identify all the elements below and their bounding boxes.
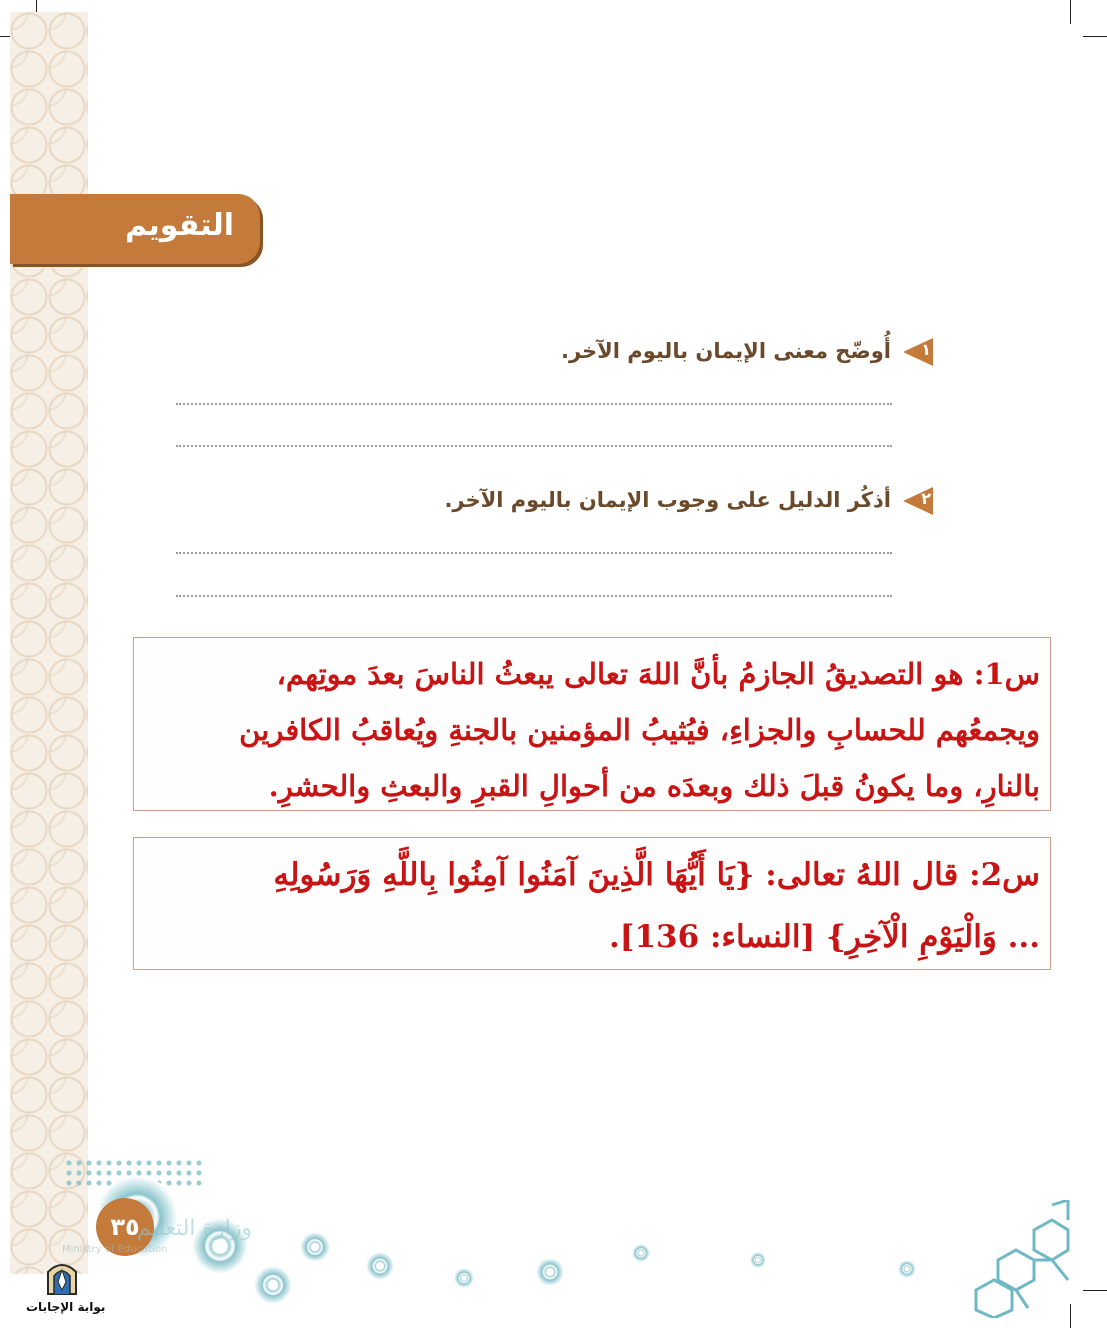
ministry-watermark-en: Ministry of Education — [62, 1244, 168, 1255]
portal-name: بوابة الإجابات — [26, 1300, 106, 1314]
answer-line — [176, 403, 892, 405]
answer-box-2 — [133, 837, 1051, 970]
question-arrow-icon — [899, 487, 933, 515]
answer-line-text: بالنارِ، وما يكونُ قبلَ ذلك وبعدَه من أحوالِ القبرِ والبعثِ والحشرِ. — [268, 769, 1040, 803]
question-1 — [561, 338, 933, 366]
answer-line-text: س2: قال اللهُ تعالى: {يَا أَيُّهَا الَّذِينَ آمَنُوا آمِنُوا بِاللَّهِ وَرَسُولِهِ — [273, 857, 1040, 893]
crop-mark — [1083, 1290, 1107, 1291]
portal-logo-icon — [44, 1258, 80, 1296]
question-text: أُوضّح معنى الإيمان باليوم الآخر. — [560, 339, 891, 363]
answer-line-text: س1: هو التصديقُ الجازمُ بأنَّ اللهَ تعالى يبعثُ الناسَ بعدَ موتِهم، — [276, 657, 1040, 691]
decorative-flower-icon — [750, 1252, 766, 1268]
section-tab — [10, 194, 260, 264]
decorative-flower-icon — [300, 1232, 330, 1262]
decorative-flower-icon — [454, 1268, 474, 1288]
decorative-flower-icon — [254, 1266, 292, 1304]
crop-mark — [1083, 36, 1107, 37]
question-arrow-icon — [899, 338, 933, 366]
answer-box-1 — [133, 637, 1051, 811]
answer-line — [176, 552, 892, 554]
crop-mark — [1070, 0, 1071, 24]
decorative-flower-icon — [366, 1252, 394, 1280]
page-number: ٣٥ — [110, 1213, 140, 1241]
decorative-flower-icon — [632, 1244, 650, 1262]
geometric-pattern-icon — [968, 1200, 1072, 1318]
question-text: أذكُر الدليل على وجوب الإيمان باليوم الآخر. — [444, 488, 891, 512]
question-number: ١ — [921, 340, 931, 359]
answer-line — [176, 595, 892, 597]
decorative-flower-icon — [898, 1260, 916, 1278]
answer-line-text: ... وَالْيَوْمِ الْآخِرِ} [النساء: 136]. — [608, 919, 1040, 955]
answer-line-text: ويجمعُهم للحسابِ والجزاءِ، فيُثيبُ المؤمنين بالجنةِ ويُعاقبُ الكافرين — [239, 713, 1040, 747]
section-title: التقويم — [125, 208, 234, 243]
ministry-watermark: وزارة التعليم — [136, 1216, 252, 1241]
answer-line — [176, 445, 892, 447]
decorative-flower-icon — [536, 1258, 564, 1286]
question-2 — [444, 487, 933, 515]
question-number: ٢ — [921, 489, 931, 508]
